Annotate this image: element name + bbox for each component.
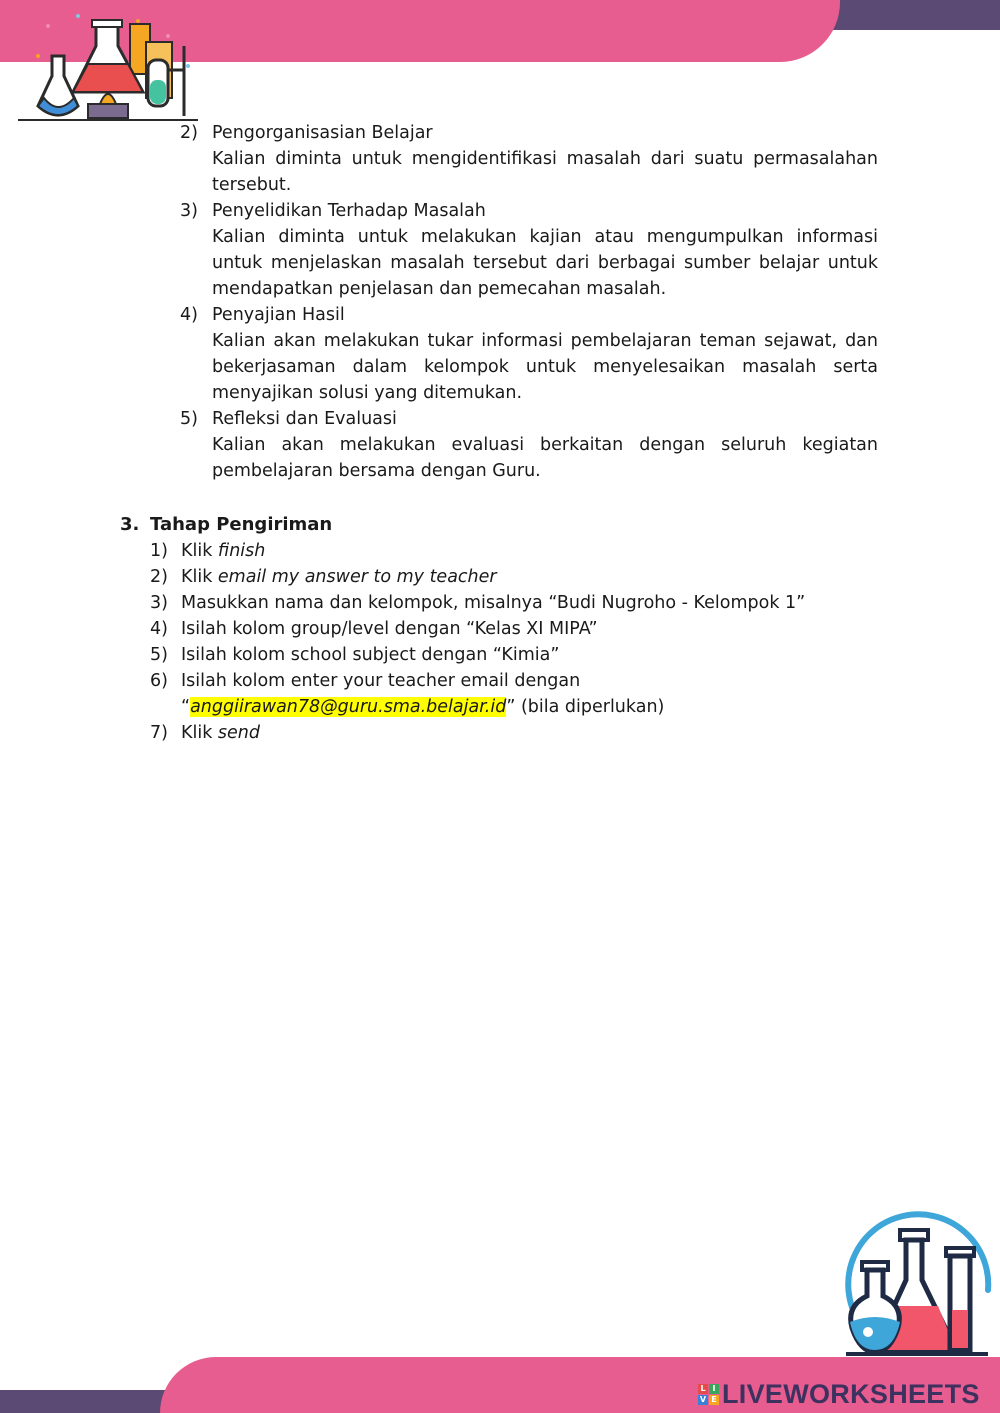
step-number: 5) [180, 409, 198, 429]
list-number: 4) [150, 619, 168, 639]
list-number: 5) [150, 645, 168, 665]
step-number: 3) [180, 201, 198, 221]
list-prefix: Klik [181, 541, 218, 561]
mark-letter: V [699, 1394, 707, 1404]
list-italic-term: finish [217, 541, 266, 561]
list-number: 7) [150, 723, 168, 743]
list-number: 2) [150, 567, 168, 587]
liveworksheets-mark-icon [698, 1384, 719, 1405]
list-prefix: Klik [181, 567, 218, 587]
section-number: 3. [120, 514, 140, 535]
email-line [181, 694, 664, 720]
mark-letter: I [709, 1384, 719, 1394]
list-italic-term: send [217, 723, 260, 743]
lab-flasks-icon [18, 6, 198, 124]
email-suffix: ” (bila diperlukan) [506, 697, 665, 717]
list-text [181, 720, 260, 746]
list-text: Isilah kolom group/level dengan “Kelas XI MIPA” [181, 619, 598, 639]
list-italic-term: email my answer to my teacher [217, 567, 497, 587]
list-text: Masukkan nama dan kelompok, misalnya “Budi Nugroho - Kelompok 1” [181, 593, 806, 613]
open-quote: “ [181, 697, 191, 717]
mark-letter: L [698, 1384, 708, 1394]
step-description: Kalian akan melakukan tukar informasi pembelajaran teman sejawat, dan bekerjasaman dalam kelompok untuk menyelesaikan masalah serta menyajikan solusi yang ditemukan. [212, 331, 878, 403]
step-title: Penyelidikan Terhadap Masalah [212, 201, 486, 221]
step-number: 4) [180, 305, 198, 325]
list-text: Isilah kolom enter your teacher email dengan [181, 671, 581, 691]
list-prefix: Klik [181, 723, 218, 743]
teacher-email: anggiirawan78@guru.sma.belajar.id [190, 697, 507, 717]
step-description: Kalian diminta untuk mengidentifikasi masalah dari suatu permasalahan tersebut. [212, 149, 878, 195]
step-description: Kalian akan melakukan evaluasi berkaitan dengan seluruh kegiatan pembelajaran bersama dengan Guru. [212, 435, 878, 481]
section-title-text: Tahap Pengiriman [150, 514, 333, 535]
step-title: Refleksi dan Evaluasi [212, 409, 397, 429]
section-heading [120, 512, 332, 538]
liveworksheets-logo [698, 1378, 980, 1410]
step-number: 2) [180, 123, 198, 143]
list-text [181, 538, 265, 564]
list-number: 1) [150, 541, 168, 561]
chemistry-glassware-icon [838, 1210, 998, 1360]
list-text: Isilah kolom school subject dengan “Kimia” [181, 645, 560, 665]
step-description: Kalian diminta untuk melakukan kajian atau mengumpulkan informasi untuk menjelaskan masalah tersebut dari berbagai sumber belajar untuk mendapatkan penjelasan dan pemecahan masalah. [212, 227, 878, 299]
list-number: 3) [150, 593, 168, 613]
mark-letter: E [709, 1395, 719, 1405]
liveworksheets-wordmark: LIVEWORKSHEETS [722, 1378, 980, 1409]
step-title: Penyajian Hasil [212, 305, 345, 325]
list-text [181, 564, 497, 590]
list-number: 6) [150, 671, 168, 691]
step-title: Pengorganisasian Belajar [212, 123, 433, 143]
